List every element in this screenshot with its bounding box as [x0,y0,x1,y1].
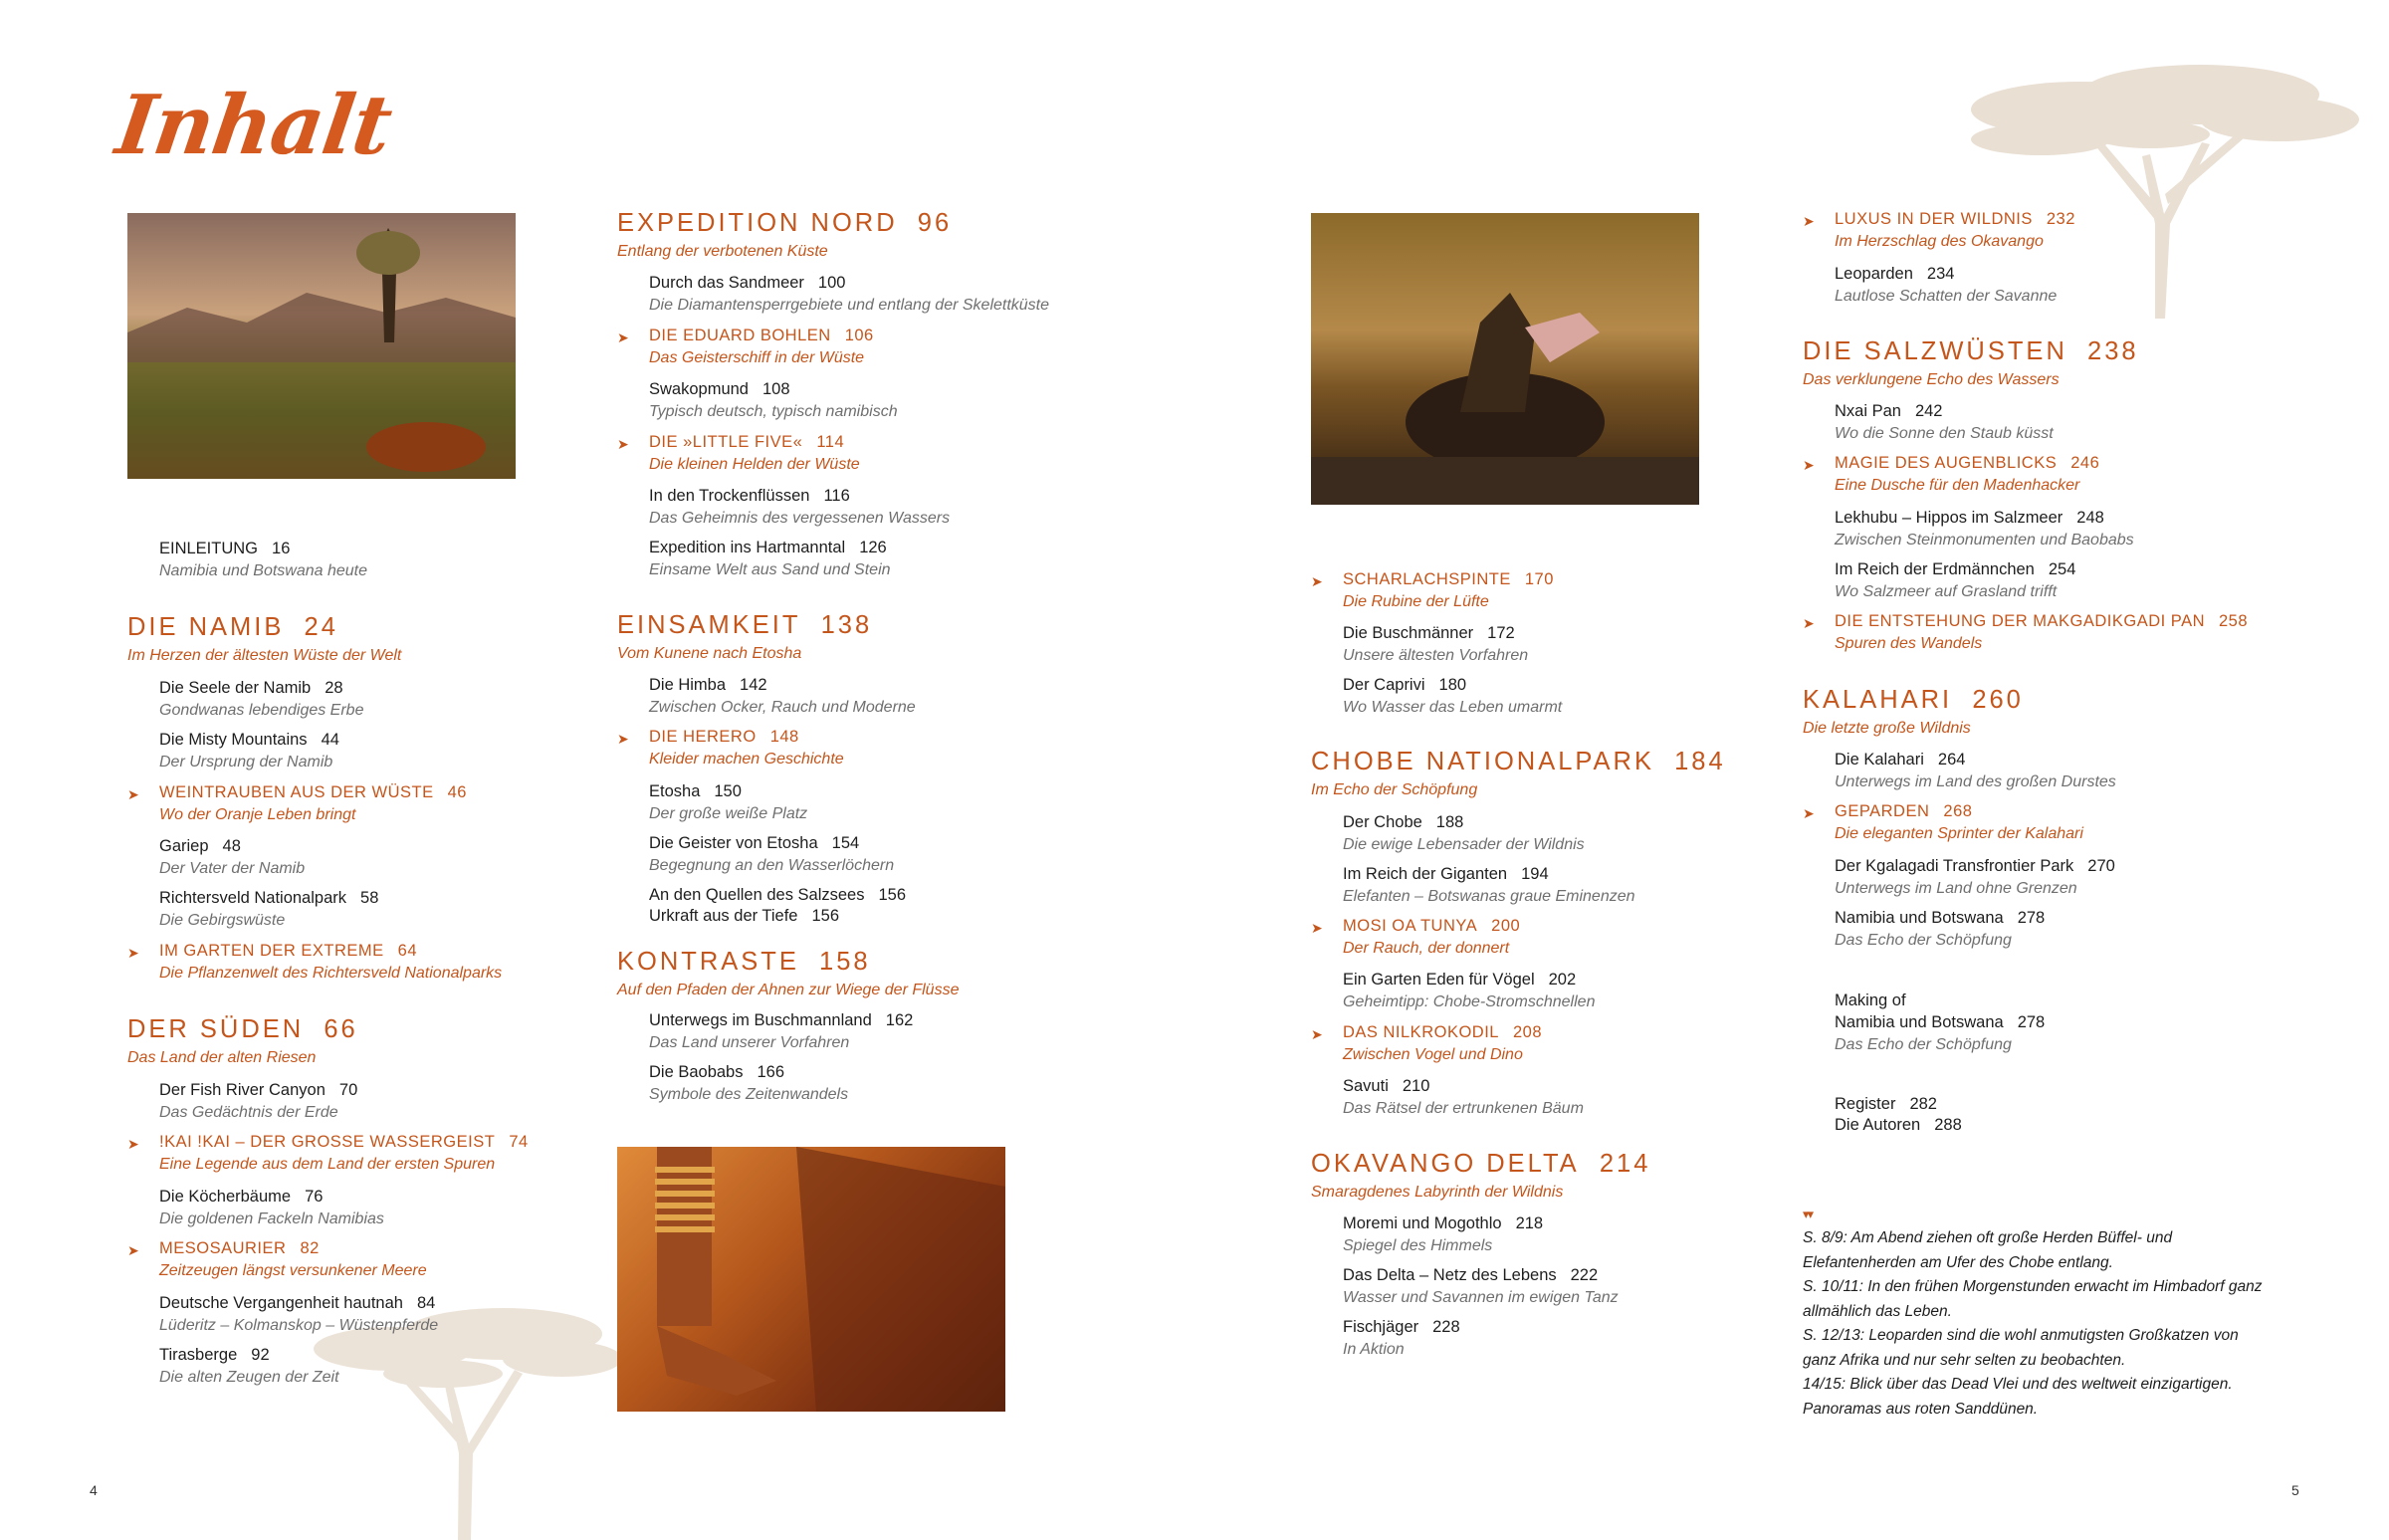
section-kalahari[interactable]: KALAHARI 260 Die letzte große Wildnis [1803,686,2024,737]
photo-captions [1803,1226,2271,1422]
toc-entry[interactable]: Lekhubu – Hippos im Salzmeer 248 Zwischen Steinmonumenten und Baobabs [1835,509,2134,549]
chevron-right-icon: ➤ [617,436,629,452]
toc-entry[interactable]: Savuti 210 Das Rätsel der ertrunkenen Bäum [1343,1077,1584,1117]
toc-entry[interactable]: Die Geister von Etosha 154 Begegnung an den Wasserlöchern [649,834,895,874]
toc-feature[interactable]: ➤ WEINTRAUBEN AUS DER WÜSTE 46 Wo der Oranje Leben bringt [127,783,467,823]
toc-entry[interactable]: Swakopmund 108 Typisch deutsch, typisch namibisch [649,380,898,420]
toc-feature[interactable]: ➤ LUXUS IN DER WILDNIS 232 Im Herzschlag des Okavango [1803,210,2075,250]
toc-entry[interactable]: Der Chobe 188 Die ewige Lebensader der Wildnis [1343,813,1585,853]
section-okavango-delta[interactable]: OKAVANGO DELTA 214 Smaragdenes Labyrinth der Wildnis [1311,1150,1651,1201]
toc-feature[interactable]: ➤ DIE EDUARD BOHLEN 106 Das Geisterschiff in der Wüste [617,327,874,366]
toc-entry[interactable]: Nxai Pan 242 Wo die Sonne den Staub küsst [1835,402,2054,442]
section-kontraste[interactable]: KONTRASTE 158 Auf den Pfaden der Ahnen zur Wiege der Flüsse [617,948,960,998]
chevron-right-icon: ➤ [617,731,629,747]
toc-entry[interactable]: Im Reich der Erdmännchen 254 Wo Salzmeer auf Grasland trifft [1835,560,2076,600]
chevron-right-icon: ➤ [1803,213,1815,229]
toc-entry[interactable]: Die Köcherbäume 76 Die goldenen Fackeln Namibias [159,1188,384,1227]
toc-entry[interactable]: Urkraft aus der Tiefe 156 [649,907,840,925]
page-number-left: 4 [90,1482,98,1498]
page-title: Inhalt [110,78,397,173]
toc-entry[interactable]: Unterwegs im Buschmannland 162 Das Land unserer Vorfahren [649,1011,914,1051]
acacia-tree-illustration-bottom [304,1304,622,1540]
chevron-right-icon: ➤ [127,945,139,961]
chevron-right-icon: ➤ [1803,805,1815,821]
toc-entry[interactable]: Expedition ins Hartmanntal 126 Einsame Welt aus Sand und Stein [649,539,891,578]
chevron-right-icon: ➤ [127,1136,139,1152]
toc-entry[interactable]: Die Kalahari 264 Unterwegs im Land des großen Durstes [1835,751,2116,790]
toc-entry[interactable]: Das Delta – Netz des Lebens 222 Wasser und Savannen im ewigen Tanz [1343,1266,1619,1306]
himba-arm-photo [617,1147,1005,1412]
toc-entry[interactable]: Die Himba 142 Zwischen Ocker, Rauch und Moderne [649,676,916,716]
section-die-salzwuesten[interactable]: DIE SALZWÜSTEN 238 Das verklungene Echo des Wassers [1803,337,2139,388]
toc-entry[interactable]: Leoparden 234 Lautlose Schatten der Savanne [1835,265,2058,305]
toc-entry[interactable]: Ein Garten Eden für Vögel 202 Geheimtipp: Chobe-Stromschnellen [1343,971,1596,1010]
toc-entry[interactable]: Fischjäger 228 In Aktion [1343,1318,1460,1358]
chevron-right-icon: ➤ [1311,1026,1323,1042]
toc-entry[interactable]: Die Buschmänner 172 Unsere ältesten Vorfahren [1343,624,1529,664]
section-der-sueden[interactable]: DER SÜDEN 66 Das Land der alten Riesen [127,1015,358,1066]
toc-entry[interactable]: Gariep 48 Der Vater der Namib [159,837,306,877]
chevron-down-icon: ▾▾ [1803,1207,1813,1221]
toc-feature[interactable]: ➤ DIE »LITTLE FIVE« 114 Die kleinen Helden der Wüste [617,433,860,473]
toc-feature[interactable]: ➤ GEPARDEN 268 Die eleganten Sprinter der Kalahari [1803,802,2083,842]
toc-entry[interactable]: Etosha 150 Der große weiße Platz [649,782,808,822]
section-chobe-nationalpark[interactable]: CHOBE NATIONALPARK 184 Im Echo der Schöpfung [1311,748,1726,798]
toc-feature[interactable]: ➤ MESOSAURIER 82 Zeitzeugen längst versunkener Meere [127,1239,427,1279]
toc-entry[interactable]: Namibia und Botswana 278 Das Echo der Schöpfung [1835,909,2046,949]
toc-feature[interactable]: ➤ IM GARTEN DER EXTREME 64 Die Pflanzenwelt des Richtersveld Nationalparks [127,942,503,982]
toc-entry-autoren[interactable]: Die Autoren 288 [1835,1116,1962,1134]
caption-line: S. 8/9: Am Abend ziehen oft große Herden Büffel- und Elefantenherden am Ufer des Chobe entlang. [1803,1229,2173,1271]
hippo-photo [1311,213,1699,505]
toc-entry[interactable]: Tirasberge 92 Die alten Zeugen der Zeit [159,1346,339,1386]
toc-entry[interactable]: Richtersveld Nationalpark 58 Die Gebirgswüste [159,889,379,929]
toc-entry[interactable]: Die Misty Mountains 44 Der Ursprung der Namib [159,731,339,770]
toc-entry-einleitung[interactable]: EINLEITUNG 16 Namibia und Botswana heute [159,540,368,579]
toc-feature[interactable]: ➤ DIE HERERO 148 Kleider machen Geschichte [617,728,844,768]
toc-entry-register[interactable]: Register 282 [1835,1095,1937,1113]
toc-entry-making-of[interactable]: Making of Namibia und Botswana 278 Das Echo der Schöpfung [1835,991,2046,1053]
chevron-right-icon: ➤ [617,330,629,345]
chevron-right-icon: ➤ [1311,920,1323,936]
toc-entry[interactable]: Die Seele der Namib 28 Gondwanas lebendiges Erbe [159,679,364,719]
toc-entry[interactable]: Der Caprivi 180 Wo Wasser das Leben umarmt [1343,676,1563,716]
toc-feature[interactable]: ➤ DIE ENTSTEHUNG DER MAKGADIKGADI PAN 258 Spuren des Wandels [1803,612,2249,652]
toc-entry[interactable]: Im Reich der Giganten 194 Elefanten – Botswanas graue Eminenzen [1343,865,1635,905]
caption-line: S. 10/11: In den frühen Morgenstunden erwacht im Himbadorf ganz allmählich das Leben. [1803,1278,2263,1320]
toc-feature[interactable]: ➤ MAGIE DES AUGENBLICKS 246 Eine Dusche für den Madenhacker [1803,454,2100,494]
toc-entry[interactable]: Der Fish River Canyon 70 Das Gedächtnis der Erde [159,1081,358,1121]
toc-entry[interactable]: Die Baobabs 166 Symbole des Zeitenwandels [649,1063,849,1103]
toc-entry[interactable]: An den Quellen des Salzsees 156 [649,886,907,904]
section-die-namib[interactable]: DIE NAMIB 24 Im Herzen der ältesten Wüste der Welt [127,613,402,664]
chevron-right-icon: ➤ [1311,573,1323,589]
page-number-right: 5 [2291,1482,2299,1498]
quiver-tree-landscape-photo [127,213,516,479]
toc-feature[interactable]: ➤ !KAI !KAI – DER GROSSE WASSERGEIST 74 Eine Legende aus dem Land der ersten Spuren [127,1133,529,1173]
toc-feature[interactable]: ➤ MOSI OA TUNYA 200 Der Rauch, der donnert [1311,917,1521,957]
chevron-right-icon: ➤ [127,786,139,802]
toc-entry[interactable]: Durch das Sandmeer 100 Die Diamantensperrgebiete und entlang der Skelettküste [649,274,1050,314]
toc-entry[interactable]: Der Kgalagadi Transfrontier Park 270 Unterwegs im Land ohne Grenzen [1835,857,2115,897]
section-expedition-nord[interactable]: EXPEDITION NORD 96 Entlang der verbotenen Küste [617,209,953,260]
chevron-right-icon: ➤ [1803,457,1815,473]
chevron-right-icon: ➤ [1803,615,1815,631]
toc-feature[interactable]: ➤ SCHARLACHSPINTE 170 Die Rubine der Lüfte [1311,570,1554,610]
toc-entry[interactable]: Deutsche Vergangenheit hautnah 84 Lüderitz – Kolmanskop – Wüstenpferde [159,1294,439,1334]
caption-line: S. 12/13: Leoparden sind die wohl anmutigsten Großkatzen von ganz Afrika und nur sehr selten zu beobachten. [1803,1327,2239,1369]
section-einsamkeit[interactable]: EINSAMKEIT 138 Vom Kunene nach Etosha [617,611,873,662]
toc-feature[interactable]: ➤ DAS NILKROKODIL 208 Zwischen Vogel und Dino [1311,1023,1542,1063]
toc-entry[interactable]: Moremi und Mogothlo 218 Spiegel des Himmels [1343,1214,1544,1254]
toc-entry[interactable]: In den Trockenflüssen 116 Das Geheimnis des vergessenen Wassers [649,487,951,527]
caption-line: 14/15: Blick über das Dead Vlei und des weltweit einzigartigen. Panoramas aus roten Sanddünen. [1803,1376,2233,1418]
chevron-right-icon: ➤ [127,1242,139,1258]
